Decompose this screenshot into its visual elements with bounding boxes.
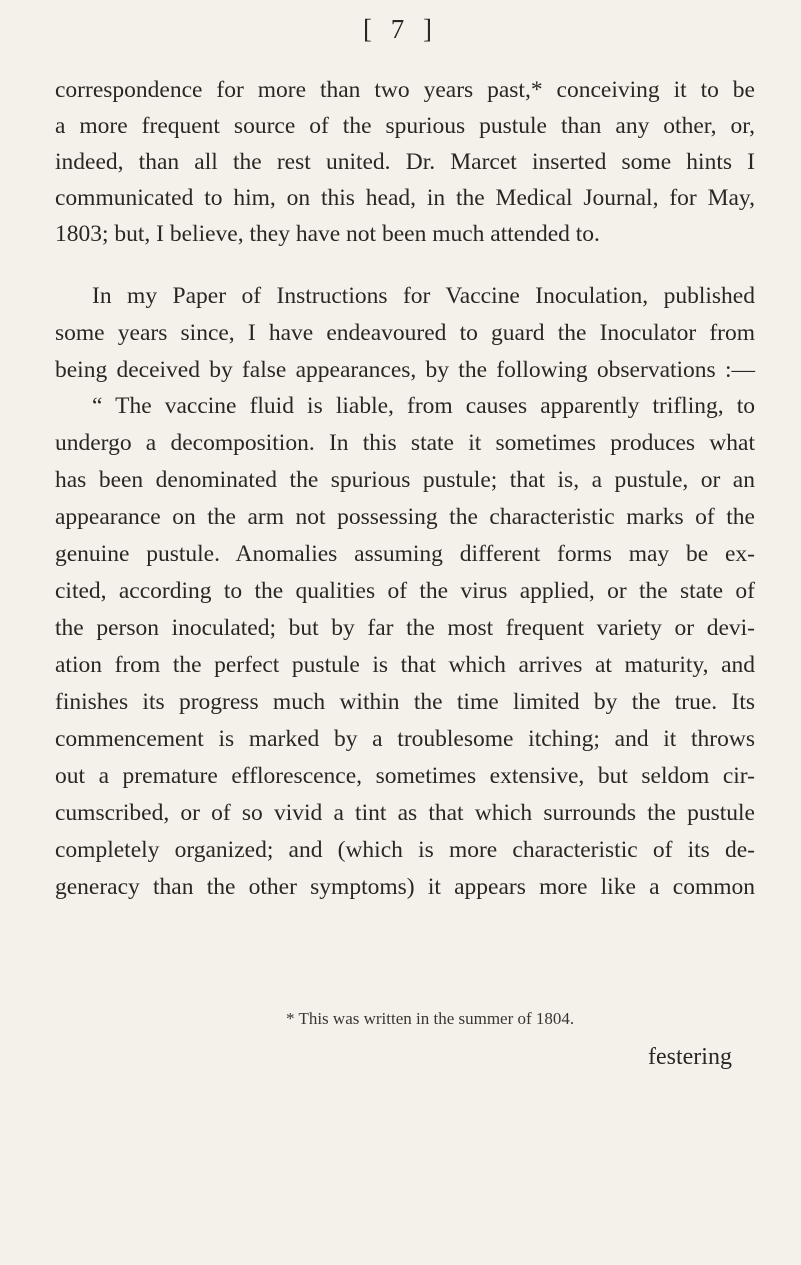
text-line-8: being deceived by false appearances, by the following observations :— — [55, 357, 755, 383]
text-line-21: completely organized; and (which is more characteristic of its de- — [55, 837, 755, 863]
text-line-1: correspondence for more than two years past,* conceiving it to be — [55, 77, 755, 103]
text-line-22: generacy than the other symptoms) it appears more like a common — [55, 874, 755, 900]
text-line-16: ation from the perfect pustule is that which arrives at maturity, and — [55, 652, 755, 678]
text-line-19: out a premature efflorescence, sometimes extensive, but seldom cir- — [55, 763, 755, 789]
text-line-6: In my Paper of Instructions for Vaccine Inoculation, published — [92, 283, 755, 309]
text-line-7: some years since, I have endeavoured to guard the Inoculator from — [55, 320, 755, 346]
page-number: [ 7 ] — [363, 14, 438, 44]
text-line-14: cited, according to the qualities of the virus applied, or the state of — [55, 578, 755, 604]
text-line-18: commencement is marked by a troublesome itching; and it throws — [55, 726, 755, 752]
text-line-2: a more frequent source of the spurious pustule than any other, or, — [55, 113, 755, 139]
text-line-5: 1803; but, I believe, they have not been much attended to. — [55, 221, 600, 247]
text-line-9: “ The vaccine fluid is liable, from causes apparently trifling, to — [92, 393, 755, 419]
text-line-4: communicated to him, on this head, in the Medical Journal, for May, — [55, 185, 755, 211]
text-line-15: the person inoculated; but by far the most frequent variety or devi- — [55, 615, 755, 641]
text-line-17: finishes its progress much within the time limited by the true. Its — [55, 689, 755, 715]
text-line-20: cumscribed, or of so vivid a tint as that which surrounds the pustule — [55, 800, 755, 826]
footnote: * This was written in the summer of 1804. — [286, 1009, 575, 1028]
text-line-12: appearance on the arm not possessing the characteristic marks of the — [55, 504, 755, 530]
text-line-10: undergo a decomposition. In this state it sometimes produces what — [55, 430, 755, 456]
text-line-3: indeed, than all the rest united. Dr. Marcet inserted some hints I — [55, 149, 755, 175]
catchword: festering — [648, 1044, 732, 1070]
text-line-13: genuine pustule. Anomalies assuming different forms may be ex- — [55, 541, 755, 567]
text-line-11: has been denominated the spurious pustule; that is, a pustule, or an — [55, 467, 755, 493]
